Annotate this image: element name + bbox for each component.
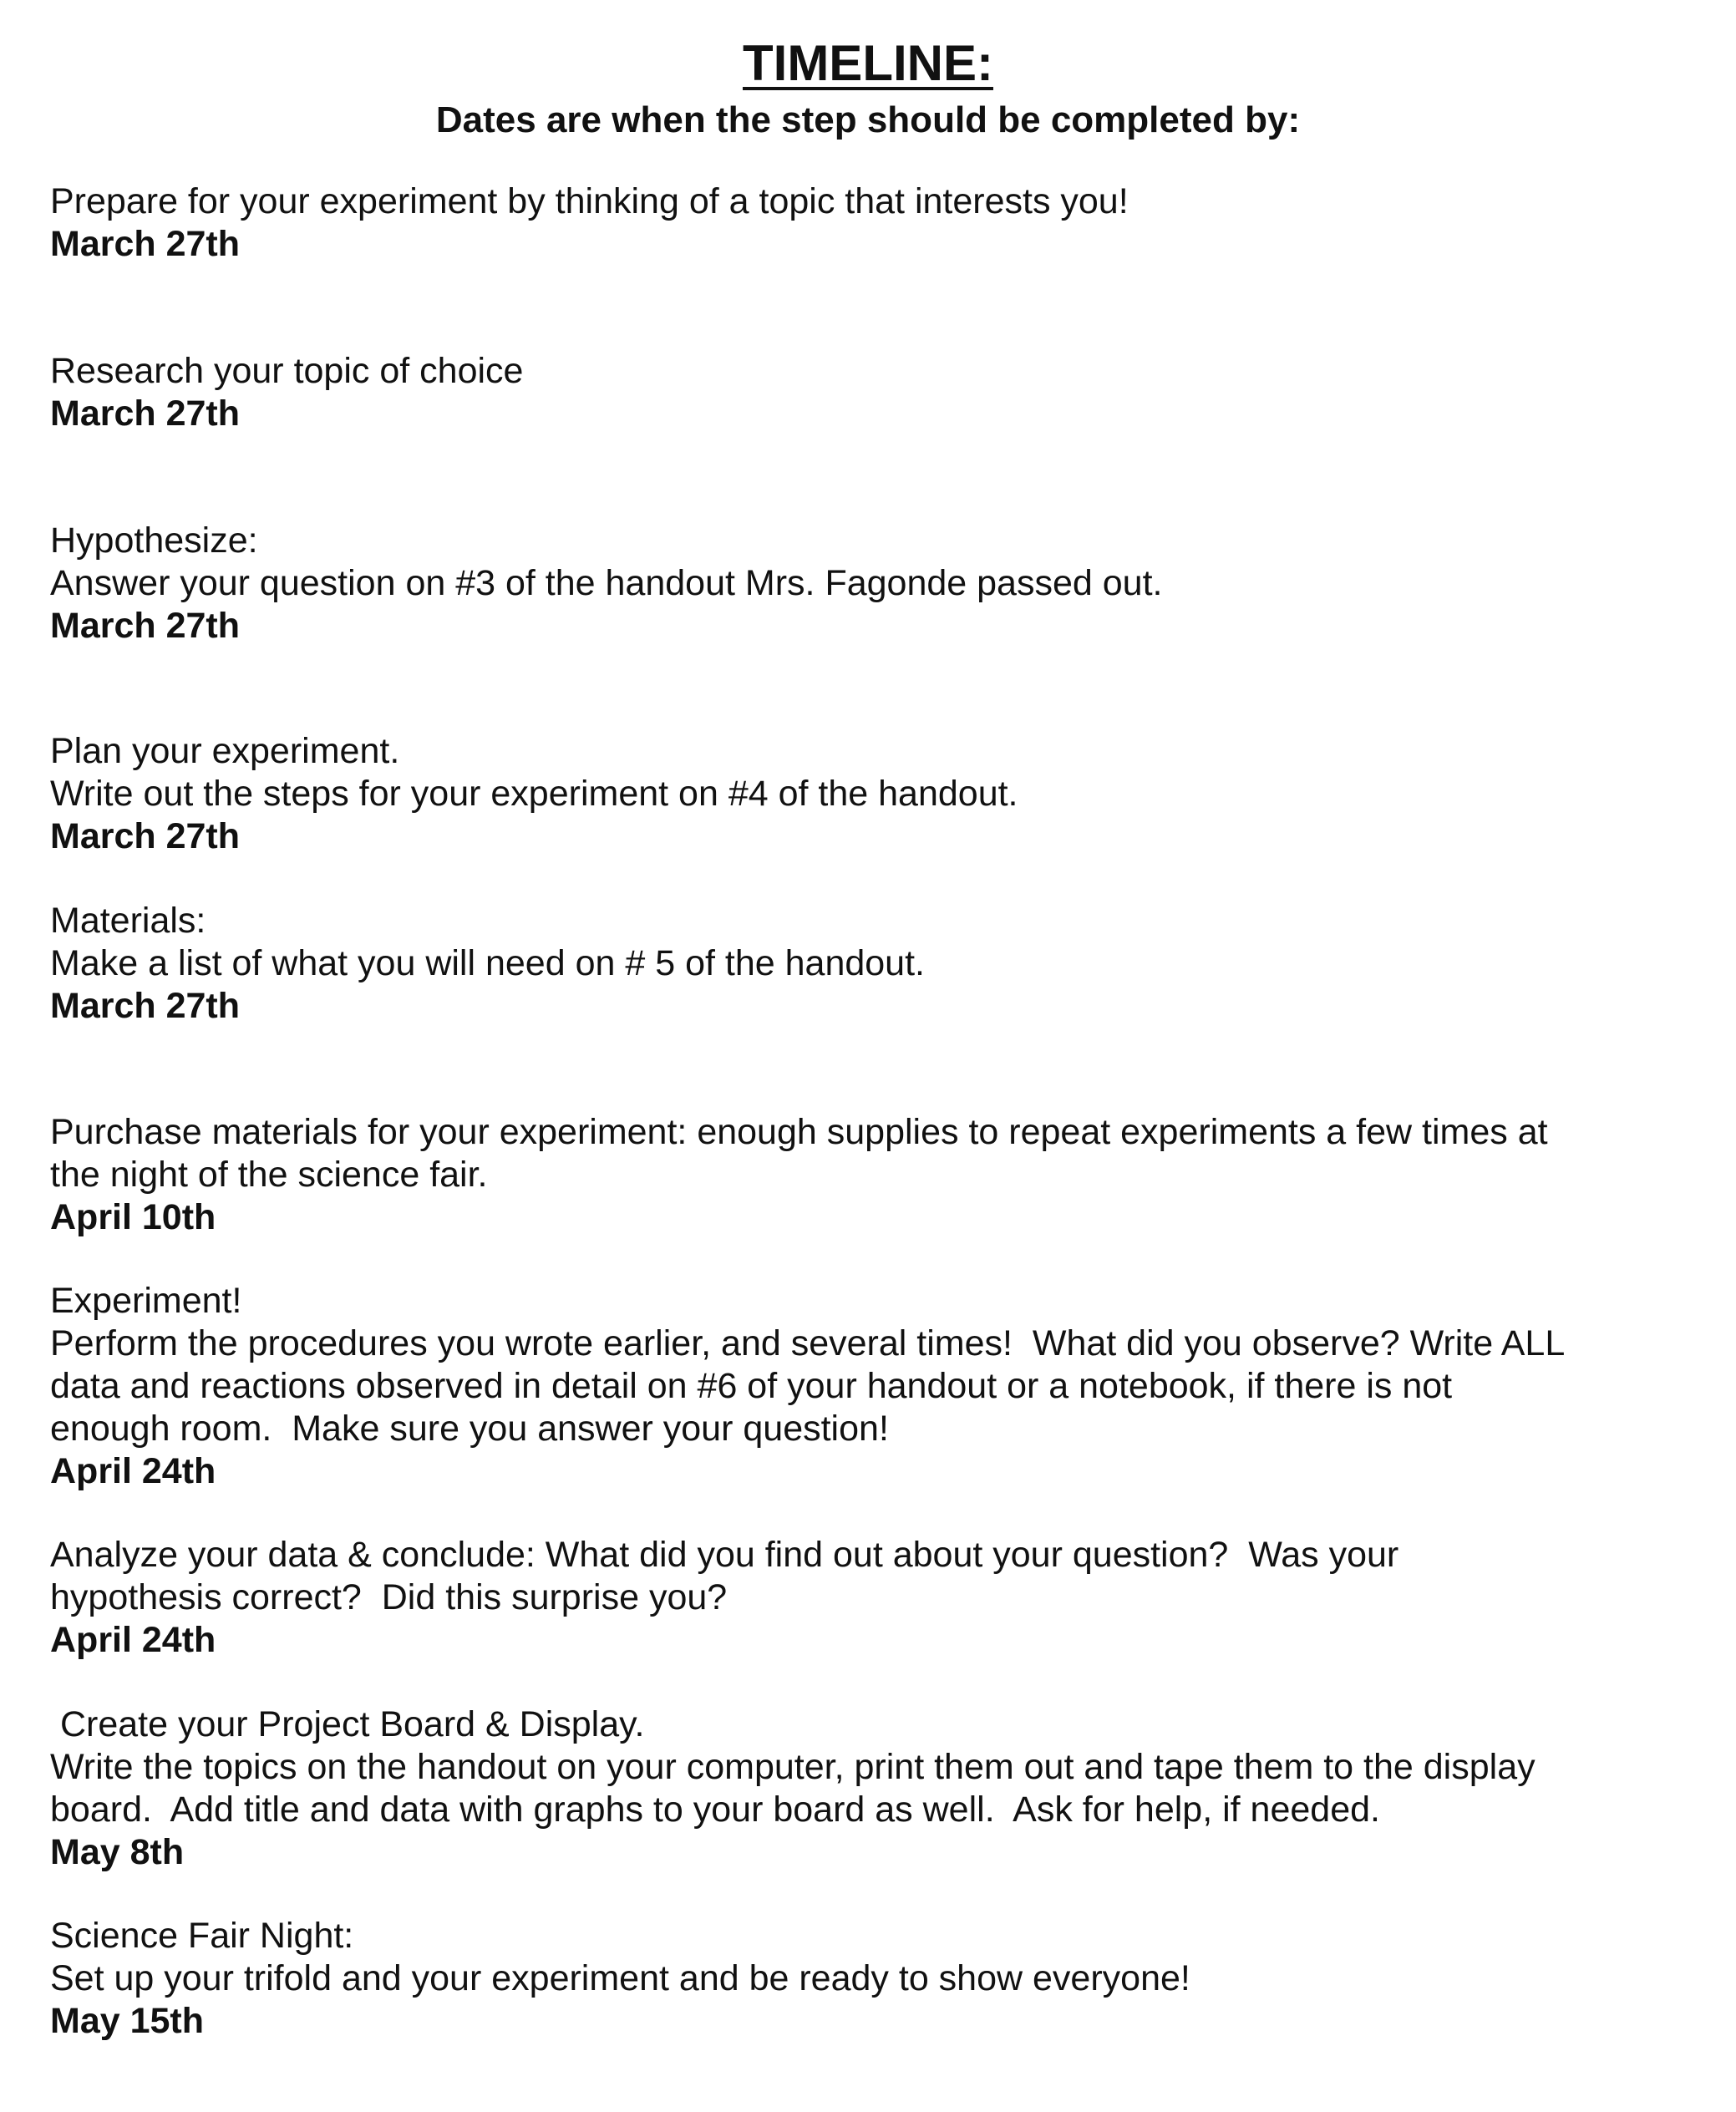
step-text: Write the topics on the handout on your computer, print them out and tape them to the display bbox=[50, 1747, 1535, 1787]
step-date: March 27th bbox=[50, 393, 241, 434]
step-date: April 24th bbox=[50, 1451, 216, 1491]
step-heading: Hypothesize: bbox=[50, 520, 258, 561]
step-text: Prepare for your experiment by thinking of a topic that interests you! bbox=[50, 181, 1129, 221]
step-text: data and reactions observed in detail on #6 of your handout or a notebook, if there is not bbox=[50, 1366, 1453, 1406]
step-date: March 27th bbox=[50, 606, 241, 646]
timeline-step-experiment bbox=[50, 1280, 1688, 1493]
timeline-step-board bbox=[50, 1703, 1688, 1874]
timeline-step-analyze bbox=[50, 1534, 1688, 1662]
timeline-step-prepare bbox=[50, 180, 1688, 266]
step-heading: Science Fair Night: bbox=[50, 1916, 354, 1956]
step-text: Perform the procedures you wrote earlier, and several times! What did you observe? Write ALL bbox=[50, 1323, 1566, 1363]
step-heading: Plan your experiment. bbox=[50, 731, 400, 771]
step-text: Answer your question on #3 of the handout Mrs. Fagonde passed out. bbox=[50, 563, 1163, 603]
timeline-step-hypothesize bbox=[50, 520, 1688, 647]
step-text: Set up your trifold and your experiment and be ready to show everyone! bbox=[50, 1958, 1190, 1998]
step-text: enough room. Make sure you answer your question! bbox=[50, 1409, 889, 1449]
step-text: the night of the science fair. bbox=[50, 1155, 488, 1195]
page-title: TIMELINE: bbox=[743, 35, 993, 91]
step-heading: Create your Project Board & Display. bbox=[50, 1704, 645, 1744]
step-text: Make a list of what you will need on # 5 of the handout. bbox=[50, 943, 925, 983]
step-date: March 27th bbox=[50, 986, 241, 1026]
step-date: May 8th bbox=[50, 1832, 185, 1872]
step-date: April 10th bbox=[50, 1197, 216, 1237]
page-subtitle: Dates are when the step should be completed by: bbox=[435, 99, 1301, 140]
timeline-step-plan bbox=[50, 730, 1688, 858]
step-heading: Materials: bbox=[50, 901, 206, 941]
step-heading: Experiment! bbox=[50, 1281, 242, 1321]
step-date: March 27th bbox=[50, 816, 241, 856]
timeline-step-materials bbox=[50, 900, 1688, 1028]
timeline-step-purchase bbox=[50, 1111, 1688, 1239]
step-text: Write out the steps for your experiment on #4 of the handout. bbox=[50, 774, 1018, 814]
step-date: March 27th bbox=[50, 224, 241, 264]
step-date: May 15th bbox=[50, 2001, 205, 2041]
step-text: board. Add title and data with graphs to your board as well. Ask for help, if needed. bbox=[50, 1790, 1380, 1830]
step-text: Analyze your data & conclude: What did you find out about your question? Was your bbox=[50, 1535, 1399, 1575]
step-text: Research your topic of choice bbox=[50, 351, 524, 391]
timeline-step-research bbox=[50, 350, 1688, 435]
step-text: hypothesis correct? Did this surprise you? bbox=[50, 1577, 728, 1617]
step-date: April 24th bbox=[50, 1620, 216, 1660]
step-text: Purchase materials for your experiment: enough supplies to repeat experiments a few times at bbox=[50, 1112, 1548, 1152]
timeline-step-fair-night bbox=[50, 1915, 1688, 2043]
